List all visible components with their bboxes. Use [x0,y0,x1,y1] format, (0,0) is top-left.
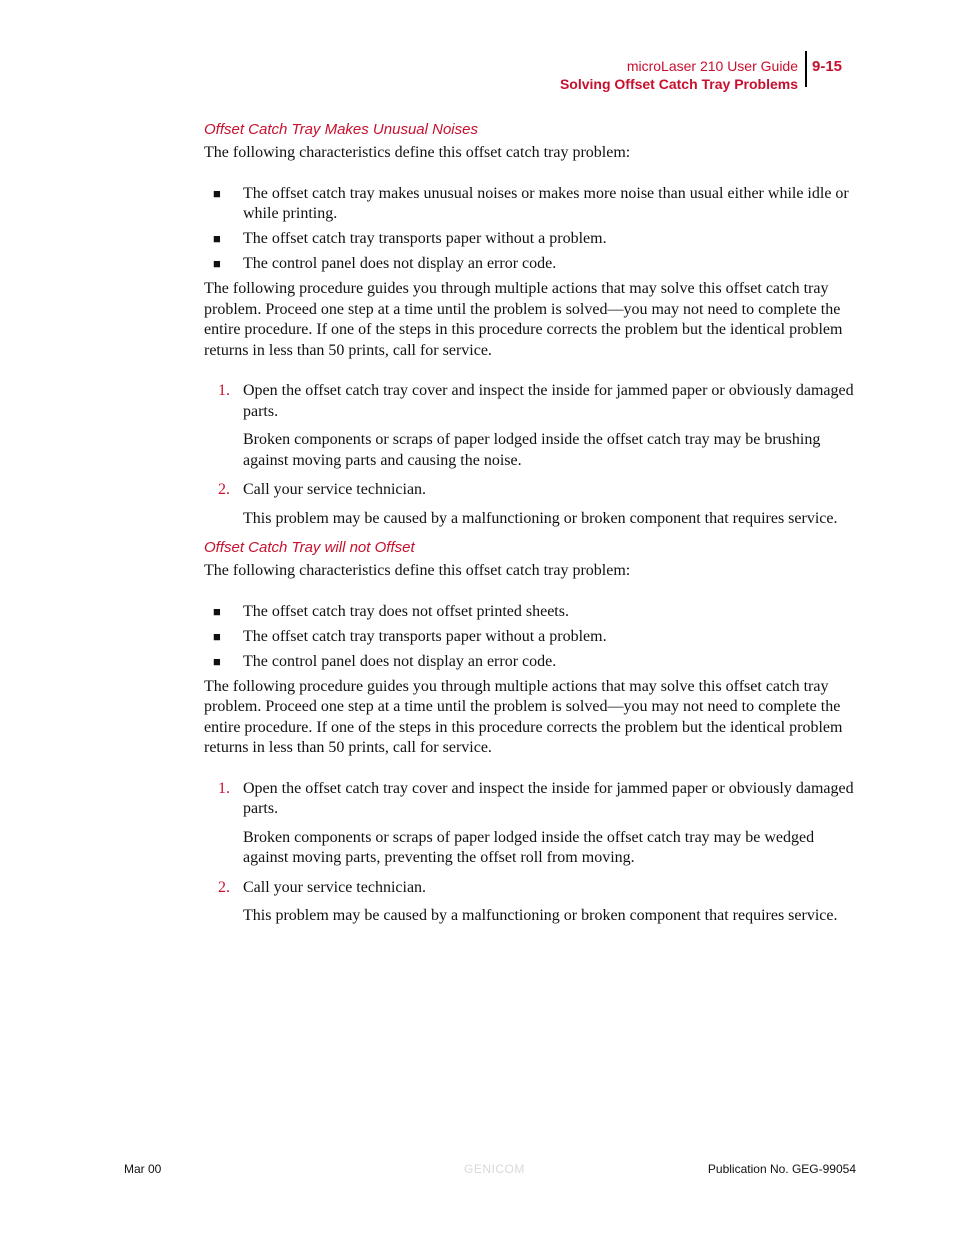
section-intro: The following characteristics define this offset catch tray problem: [204,562,631,579]
step-number: 1. [218,382,230,399]
list-item [204,229,860,250]
header-divider [805,51,807,87]
step-detail: Broken components or scraps of paper lodged inside the offset catch tray may be brushing against moving parts and causing the noise. [243,431,821,469]
bullet-square-icon: ■ [213,231,221,246]
list-item-text: The offset catch tray does not offset printed sheets. [243,602,569,620]
list-item [204,602,860,623]
list-item-text: The offset catch tray transports paper without a problem. [243,627,607,645]
bullet-square-icon: ■ [213,185,221,201]
bullet-square-icon: ■ [213,628,221,644]
step-number: 2. [218,481,230,498]
step-text: Open the offset catch tray cover and inspect the inside for jammed paper or obviously damaged parts. [243,382,854,420]
bullet-square-icon: ■ [213,603,221,619]
footer-date: Mar 00 [124,1162,162,1176]
procedure-step [204,480,860,529]
footer-brand-watermark: GENICOM [464,1162,525,1176]
section-intro: The following characteristics define this offset catch tray problem: [204,144,631,161]
footer-publication-number: Publication No. GEG-99054 [707,1162,856,1176]
procedure-intro: The following procedure guides you through multiple actions that may solve this offset catch tray problem. Proceed one step at a time until the problem is solved—you may not need to complete the entire procedure. If one of the steps in this procedure corrects the problem but the identical problem returns in less than 50 prints, call for service. [204,677,843,756]
step-detail: Broken components or scraps of paper lodged inside the offset catch tray may be wedged against moving parts, preventing the offset roll from moving. [243,828,815,866]
procedure-step [204,779,860,869]
step-detail: This problem may be caused by a malfunctioning or broken component that requires service. [243,907,838,924]
characteristics-list [204,184,860,275]
step-text: Call your service technician. [243,878,427,896]
list-item [204,184,860,225]
step-number: 2. [218,878,230,896]
main-content [204,120,860,936]
characteristics-list [204,602,860,673]
section-title: Offset Catch Tray Makes Unusual Noises [204,121,478,138]
procedure-step [204,381,860,471]
list-item-text: The offset catch tray makes unusual noises or makes more noise than usual either while idle or while printing. [243,184,849,222]
list-item [204,627,860,648]
list-item [204,652,860,673]
section-unusual-noises [204,120,860,529]
bullet-square-icon: ■ [213,256,221,271]
procedure-steps [204,381,860,529]
section-title: Offset Catch Tray will not Offset [204,539,415,556]
section-will-not-offset [204,538,860,927]
running-header-section-title: Solving Offset Catch Tray Problems [559,76,798,92]
list-item-text: The offset catch tray transports paper without a problem. [243,230,607,247]
list-item-text: The control panel does not display an error code. [243,255,557,272]
procedure-step [204,878,860,927]
step-text: Open the offset catch tray cover and inspect the inside for jammed paper or obviously damaged parts. [243,779,854,817]
bullet-square-icon: ■ [213,653,221,669]
step-number: 1. [218,779,230,797]
procedure-steps [204,779,860,927]
step-text: Call your service technician. [243,481,427,498]
list-item-text: The control panel does not display an error code. [243,652,557,670]
step-detail: This problem may be caused by a malfunctioning or broken component that requires service. [243,509,838,527]
procedure-intro: The following procedure guides you through multiple actions that may solve this offset catch tray problem. Proceed one step at a time until the problem is solved—you may not need to complete the entire procedure. If one of the steps in this procedure corrects the problem but the identical problem returns in less than 50 prints, call for service. [204,280,843,359]
list-item [204,254,860,275]
running-header-book-title: microLaser 210 User Guide [626,58,798,74]
page-number: 9-15 [812,58,843,75]
